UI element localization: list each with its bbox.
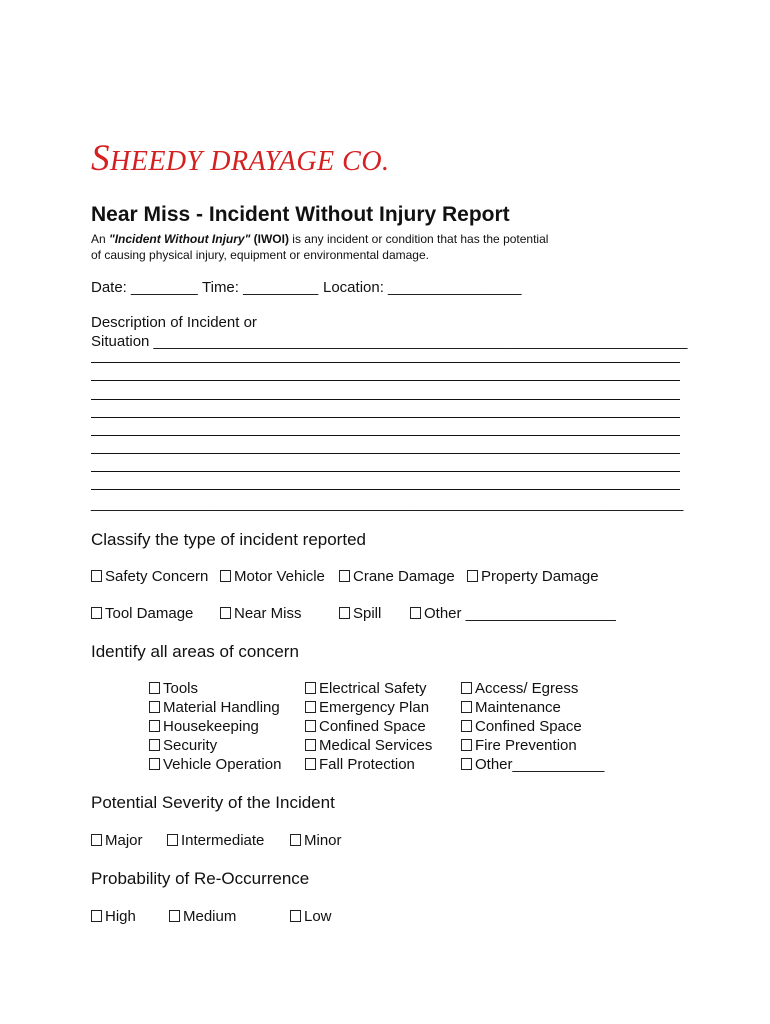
- checkbox-icon: [305, 701, 316, 713]
- description-line[interactable]: [91, 399, 680, 400]
- checkbox-icon: [220, 607, 231, 619]
- description-line[interactable]: [91, 417, 680, 418]
- checkbox-crane-damage[interactable]: Crane Damage: [339, 568, 455, 585]
- checkbox-area-electrical-safety[interactable]: Electrical Safety: [305, 680, 427, 697]
- date-field[interactable]: Date: ________: [91, 279, 198, 296]
- severity-heading: Potential Severity of the Incident: [91, 793, 335, 812]
- description-first-line[interactable]: Situation ________________________________________________________________: [91, 333, 688, 350]
- intro-abbr: (IWOI): [250, 232, 289, 246]
- checkbox-icon: [290, 834, 301, 846]
- checkbox-area-medical-services[interactable]: Medical Services: [305, 737, 432, 754]
- checkbox-icon: [461, 758, 472, 770]
- checkbox-icon: [149, 701, 160, 713]
- checkbox-area-other[interactable]: Other___________: [461, 756, 604, 773]
- checkbox-area-tools[interactable]: Tools: [149, 680, 198, 697]
- checkbox-icon: [461, 720, 472, 732]
- checkbox-icon: [461, 682, 472, 694]
- checkbox-icon: [461, 701, 472, 713]
- checkbox-area-emergency-plan[interactable]: Emergency Plan: [305, 699, 429, 716]
- checkbox-icon: [149, 682, 160, 694]
- checkbox-icon: [339, 570, 350, 582]
- checkbox-area-vehicle-operation[interactable]: Vehicle Operation: [149, 756, 281, 773]
- checkbox-probability-high[interactable]: High: [91, 908, 136, 925]
- checkbox-other[interactable]: Other __________________: [410, 605, 616, 622]
- checkbox-icon: [91, 834, 102, 846]
- company-name-rest: HEEDY DRAYAGE CO.: [110, 146, 390, 177]
- description-line[interactable]: [91, 380, 680, 381]
- checkbox-icon: [91, 570, 102, 582]
- checkbox-area-maintenance[interactable]: Maintenance: [461, 699, 561, 716]
- checkbox-severity-minor[interactable]: Minor: [290, 832, 342, 849]
- checkbox-icon: [467, 570, 478, 582]
- checkbox-icon: [290, 910, 301, 922]
- checkbox-near-miss[interactable]: Near Miss: [220, 605, 302, 622]
- checkbox-area-material-handling[interactable]: Material Handling: [149, 699, 280, 716]
- checkbox-severity-major[interactable]: Major: [91, 832, 143, 849]
- checkbox-icon: [410, 607, 421, 619]
- checkbox-icon: [91, 910, 102, 922]
- checkbox-icon: [220, 570, 231, 582]
- checkbox-spill[interactable]: Spill: [339, 605, 381, 622]
- checkbox-area-access-egress[interactable]: Access/ Egress: [461, 680, 578, 697]
- checkbox-motor-vehicle[interactable]: Motor Vehicle: [220, 568, 325, 585]
- checkbox-icon: [305, 682, 316, 694]
- checkbox-icon: [149, 720, 160, 732]
- checkbox-icon: [305, 720, 316, 732]
- checkbox-property-damage[interactable]: Property Damage: [467, 568, 599, 585]
- description-line[interactable]: [91, 489, 680, 490]
- checkbox-icon: [169, 910, 180, 922]
- description-line[interactable]: [91, 362, 680, 363]
- checkbox-tool-damage[interactable]: Tool Damage: [91, 605, 193, 622]
- checkbox-icon: [149, 739, 160, 751]
- location-field[interactable]: Location: ________________: [323, 279, 522, 296]
- intro-line2: of causing physical injury, equipment or environmental damage.: [91, 248, 429, 262]
- company-name-initial: S: [91, 138, 110, 179]
- intro-line1-rest: is any incident or condition that has the potential: [288, 232, 549, 246]
- checkbox-area-confined-space-2[interactable]: Confined Space: [461, 718, 582, 735]
- description-line[interactable]: [91, 453, 680, 454]
- probability-heading: Probability of Re-Occurrence: [91, 869, 310, 888]
- checkbox-area-fire-prevention[interactable]: Fire Prevention: [461, 737, 577, 754]
- classify-heading: Classify the type of incident reported: [91, 530, 366, 549]
- checkbox-area-security[interactable]: Security: [149, 737, 217, 754]
- checkbox-severity-intermediate[interactable]: Intermediate: [167, 832, 264, 849]
- description-line[interactable]: [91, 471, 680, 472]
- checkbox-probability-medium[interactable]: Medium: [169, 908, 236, 925]
- intro-text: [91, 231, 548, 263]
- checkbox-icon: [149, 758, 160, 770]
- checkbox-icon: [461, 739, 472, 751]
- description-last-line[interactable]: _______________________________________________________________________: [91, 495, 684, 512]
- time-field[interactable]: Time: _________: [202, 279, 319, 296]
- checkbox-icon: [305, 758, 316, 770]
- intro-prefix: An: [91, 232, 110, 246]
- checkbox-area-confined-space[interactable]: Confined Space: [305, 718, 426, 735]
- checkbox-area-fall-protection[interactable]: Fall Protection: [305, 756, 415, 773]
- checkbox-icon: [91, 607, 102, 619]
- checkbox-probability-low[interactable]: Low: [290, 908, 332, 925]
- checkbox-icon: [167, 834, 178, 846]
- description-label: Description of Incident or: [91, 314, 257, 331]
- checkbox-safety-concern[interactable]: Safety Concern: [91, 568, 208, 585]
- page-title: Near Miss - Incident Without Injury Report: [91, 203, 510, 226]
- description-line[interactable]: [91, 435, 680, 436]
- areas-heading: Identify all areas of concern: [91, 642, 299, 661]
- intro-term: "Incident Without Injury": [109, 232, 251, 246]
- checkbox-area-housekeeping[interactable]: Housekeeping: [149, 718, 259, 735]
- checkbox-icon: [339, 607, 350, 619]
- checkbox-icon: [305, 739, 316, 751]
- company-name: [91, 140, 390, 177]
